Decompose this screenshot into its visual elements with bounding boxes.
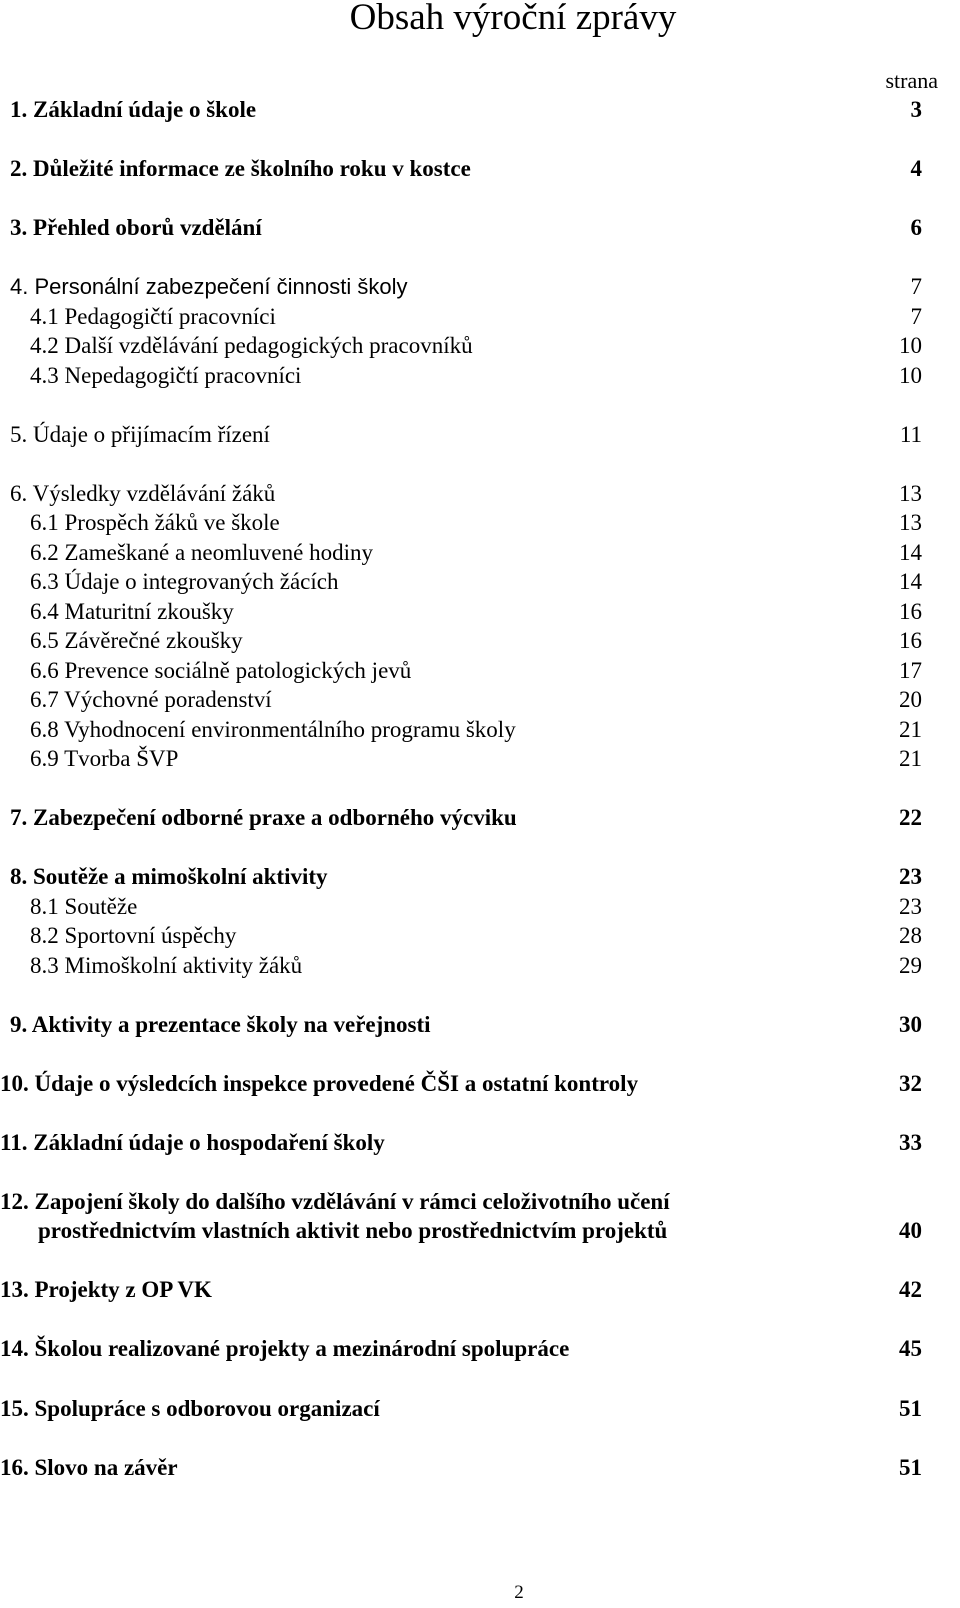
toc-entry [0,567,960,597]
toc-entry-label: 6.2 Zameškané a neomluvené hodiny [30,540,373,565]
toc-entry [0,1187,960,1217]
toc-entry-label: 5. Údaje o přijímacím řízení [10,422,270,447]
toc-entry-label: 6.3 Údaje o integrovaných žácích [30,569,339,594]
toc-entry [0,1394,960,1424]
toc-entry [0,420,960,450]
toc-entry-page: 10 [899,333,922,358]
toc-entry-label: 14. Školou realizované projekty a mezinárodní spolupráce [0,1336,570,1361]
toc-entry [0,862,960,892]
toc-entry [0,685,960,715]
page-number: 2 [514,1582,524,1603]
toc-entry-page: 13 [899,510,922,535]
toc-entry-page: 7 [910,274,922,299]
toc-entry-label: 6.1 Prospěch žáků ve škole [30,510,280,535]
toc-entry [0,1334,960,1364]
toc-entry-page: 33 [899,1130,922,1155]
toc-entry-page: 7 [910,304,922,329]
toc-entry-label: 8.2 Sportovní úspěchy [30,923,237,948]
toc-entry-page: 14 [899,569,922,594]
toc-entry [0,597,960,627]
toc-entry-label: 16. Slovo na závěr [0,1455,178,1480]
toc-entry-page: 29 [899,953,922,978]
page-title: Obsah výroční zprávy [349,0,677,38]
toc-entry [0,538,960,568]
toc-entry [0,715,960,745]
toc-entry-label: 6.9 Tvorba ŠVP [30,746,179,771]
toc-entry-label: 4. Personální zabezpečení činnosti školy [10,274,408,299]
toc-entry-page: 45 [899,1336,922,1361]
toc-entry-label: 13. Projekty z OP VK [0,1277,212,1302]
toc-entry-page: 30 [899,1012,922,1037]
toc-entry-label: 6.6 Prevence sociálně patologických jevů [30,658,412,683]
toc-entry [0,1453,960,1483]
toc-entry [0,921,960,951]
toc-entry-page: 32 [899,1071,922,1096]
toc-entry [0,951,960,981]
toc-entry-page: 22 [899,805,922,830]
toc-entry [0,1128,960,1158]
toc-entry-page: 51 [899,1396,922,1421]
toc-entry-label: 8.1 Soutěže [30,894,138,919]
toc-entry [0,803,960,833]
toc-entry [0,1216,960,1246]
toc-entry [0,213,960,243]
toc-entry-label: 4.2 Další vzdělávání pedagogických pracovníků [30,333,473,358]
toc-entry [0,508,960,538]
toc-entry-page: 40 [899,1218,922,1243]
toc-entry-label: 6.8 Vyhodnocení environmentálního programu školy [30,717,516,742]
toc-entry-label: 10. Údaje o výsledcích inspekce provedené ČŠI a ostatní kontroly [0,1071,639,1096]
toc-entry-label: 8. Soutěže a mimoškolní aktivity [10,864,328,889]
toc-entry-label: 4.1 Pedagogičtí pracovníci [30,304,276,329]
toc-entry-label: 2. Důležité informace ze školního roku v kostce [10,156,471,181]
toc-entry-page: 42 [899,1277,922,1302]
toc-entry-page: 17 [899,658,922,683]
toc-entry [0,626,960,656]
toc-entry-page: 10 [899,363,922,388]
toc-entry-page: 16 [899,599,922,624]
toc-entry-label: 6.5 Závěrečné zkoušky [30,628,243,653]
toc-entry-label: 15. Spolupráce s odborovou organizací [0,1396,380,1421]
toc-entry-page: 4 [910,156,922,181]
toc-entry-page: 11 [899,422,922,447]
toc-entry [0,744,960,774]
toc-entry [0,302,960,332]
toc-entry [0,1275,960,1305]
toc-entry-page: 13 [899,481,922,506]
toc-entry [0,331,960,361]
toc-entry-page: 23 [899,894,922,919]
toc-entry [0,154,960,184]
toc-entry-page: 23 [899,864,922,889]
toc-entry [0,361,960,391]
toc-entry [0,656,960,686]
toc-entry-label: 11. Základní údaje o hospodaření školy [0,1130,385,1155]
toc-entry [0,892,960,922]
toc-entry-label: 8.3 Mimoškolní aktivity žáků [30,953,303,978]
toc-entry-page: 51 [899,1455,922,1480]
toc-entry-label: 6.7 Výchovné poradenství [30,687,272,712]
toc-entry-page: 16 [899,628,922,653]
toc-entry [0,1069,960,1099]
toc-entry-label: 6.4 Maturitní zkoušky [30,599,234,624]
toc-entry [0,479,960,509]
toc-entry-label: 7. Zabezpečení odborné praxe a odborného výcviku [10,805,517,830]
toc-entry-label: 6. Výsledky vzdělávání žáků [10,481,276,506]
toc-entry [0,272,960,302]
toc-entry-page: 28 [899,923,922,948]
toc-entry-label: prostřednictvím vlastních aktivit nebo prostřednictvím projektů [38,1218,668,1243]
toc-entry-page: 3 [910,97,922,122]
toc-entry-page: 21 [899,746,922,771]
toc-entry [0,1010,960,1040]
toc-entry-label: 3. Přehled oborů vzdělání [10,215,262,240]
page-column-header: strana [885,68,938,93]
toc-entry-label: 1. Základní údaje o škole [10,97,257,122]
toc-entry-label: 9. Aktivity a prezentace školy na veřejnosti [10,1012,431,1037]
toc-entry-page: 14 [899,540,922,565]
toc-entry-page: 20 [899,687,922,712]
toc-entry-page: 21 [899,717,922,742]
toc-entry-page: 6 [910,215,922,240]
toc-entry [0,95,960,125]
toc-entry-label: 4.3 Nepedagogičtí pracovníci [30,363,302,388]
toc-entry-label: 12. Zapojení školy do dalšího vzdělávání v rámci celoživotního učení [0,1189,670,1214]
